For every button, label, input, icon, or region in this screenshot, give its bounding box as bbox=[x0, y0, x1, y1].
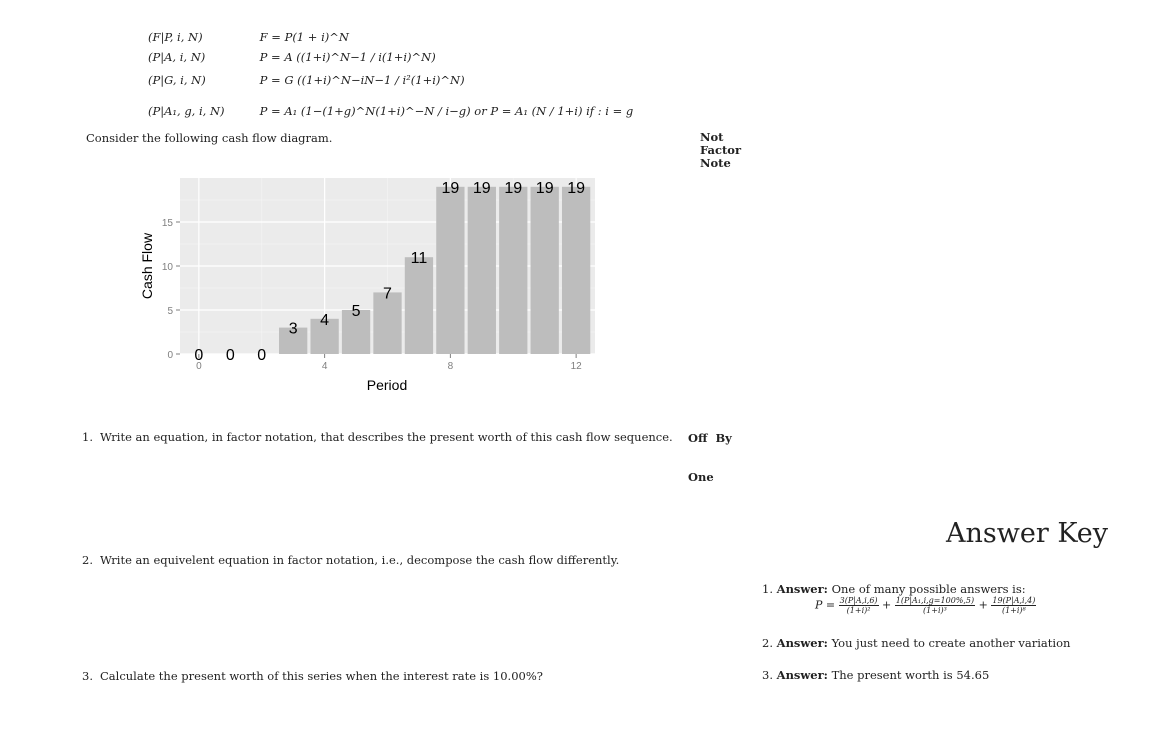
term-numerator: 19(P|A,i,4) bbox=[992, 596, 1036, 605]
formula-row bbox=[148, 73, 465, 87]
formula-rhs: P = A ((1+i)^N−1 / i(1+i)^N) bbox=[259, 50, 436, 64]
answer-label: Answer: bbox=[776, 636, 828, 650]
x-tick-label: 0 bbox=[196, 361, 202, 372]
question-text: Write an equation, in factor notation, that describes the present worth of this cash flow sequence. bbox=[100, 430, 673, 444]
x-tick-label: 4 bbox=[321, 361, 328, 372]
bar-value-label: 0 bbox=[257, 347, 267, 364]
bar bbox=[499, 187, 527, 354]
formula-rhs: P = A₁ (1−(1+g)^N(1+i)^−N / i−g) or P = A₁ (N / 1+i) if : i = g bbox=[259, 104, 634, 118]
margin-note-line: Off By bbox=[688, 431, 732, 445]
y-tick-label: 10 bbox=[161, 262, 173, 273]
answer-number: 2. bbox=[762, 636, 773, 650]
bar-value-label: 19 bbox=[441, 179, 460, 197]
answer-formula-term bbox=[839, 596, 879, 615]
formula-row bbox=[148, 50, 436, 64]
bar-value-label: 19 bbox=[504, 179, 523, 197]
question-1 bbox=[82, 430, 682, 444]
bar-value-label: 0 bbox=[225, 347, 235, 364]
answer-text: The present worth is 54.65 bbox=[831, 668, 990, 682]
answer-label: Answer: bbox=[776, 582, 828, 596]
plus-sign: + bbox=[882, 598, 892, 612]
answer-3 bbox=[762, 668, 989, 682]
term-numerator: 1(P|A₁,i,g=100%,5) bbox=[895, 596, 975, 605]
term-denominator: (1+i)⁸ bbox=[1001, 606, 1026, 615]
formula-lhs: (P|A, i, N) bbox=[148, 50, 206, 64]
bar-value-label: 19 bbox=[535, 179, 554, 197]
formula-rhs: P = G ((1+i)^N−iN−1 / i²(1+i)^N) bbox=[259, 73, 465, 87]
bar-value-label: 5 bbox=[351, 303, 361, 320]
margin-note-not-factor-note bbox=[700, 131, 741, 170]
answer-key-title: Answer Key bbox=[946, 518, 1108, 549]
answer-number: 1. bbox=[762, 582, 773, 596]
answer-formula-term bbox=[895, 596, 975, 615]
answer-text: You just need to create another variation bbox=[831, 636, 1071, 650]
bar bbox=[531, 187, 559, 354]
answer-label: Answer: bbox=[776, 668, 828, 682]
intro-text: Consider the following cash flow diagram. bbox=[86, 131, 333, 145]
margin-note-off-by-one bbox=[688, 406, 732, 497]
bar-value-label: 19 bbox=[567, 179, 586, 197]
bar-value-label: 0 bbox=[194, 347, 204, 364]
answer-formula-prefix: P = bbox=[815, 598, 836, 612]
bar bbox=[562, 187, 590, 354]
chart-y-ticks bbox=[162, 218, 180, 361]
bar bbox=[468, 187, 496, 354]
question-number: 2. bbox=[82, 553, 93, 567]
chart-x-ticks bbox=[196, 354, 582, 372]
answer-1 bbox=[762, 582, 1026, 596]
answer-2 bbox=[762, 636, 1070, 650]
answer-formula-term bbox=[991, 596, 1036, 615]
question-number: 3. bbox=[82, 669, 93, 683]
bar-value-label: 7 bbox=[383, 285, 392, 303]
question-text: Write an equivelent equation in factor notation, i.e., decompose the cash flow differently. bbox=[100, 553, 620, 567]
bar-value-label: 4 bbox=[320, 311, 330, 329]
formula-lhs: (F|P, i, N) bbox=[148, 30, 203, 44]
y-tick-label: 15 bbox=[161, 218, 173, 229]
plus-sign: + bbox=[978, 598, 988, 612]
formula-row bbox=[148, 104, 633, 118]
chart-x-axis-label: Period bbox=[366, 377, 408, 393]
x-tick-label: 8 bbox=[447, 361, 454, 372]
question-number: 1. bbox=[82, 430, 93, 444]
bar-value-label: 11 bbox=[410, 250, 428, 268]
term-denominator: (1+i)³ bbox=[923, 606, 947, 615]
margin-note-line: Factor bbox=[700, 143, 742, 157]
formula-row bbox=[148, 30, 349, 44]
bar bbox=[405, 257, 433, 354]
y-tick-label: 5 bbox=[167, 306, 173, 317]
formula-lhs: (P|G, i, N) bbox=[148, 73, 206, 87]
answer-1-formula bbox=[815, 596, 1036, 615]
question-3 bbox=[82, 669, 682, 683]
bar-value-label: 19 bbox=[472, 179, 491, 197]
question-2 bbox=[82, 553, 682, 567]
cash-flow-chart bbox=[120, 170, 610, 398]
margin-note-line: Not bbox=[700, 130, 724, 144]
x-tick-label: 12 bbox=[570, 361, 582, 372]
answer-text: One of many possible answers is: bbox=[831, 582, 1026, 596]
answer-number: 3. bbox=[762, 668, 773, 682]
bar-value-label: 3 bbox=[288, 320, 298, 338]
formula-rhs: F = P(1 + i)^N bbox=[259, 30, 349, 44]
chart-y-axis-label: Cash Flow bbox=[139, 232, 155, 300]
question-text: Calculate the present worth of this series when the interest rate is 10.00%? bbox=[100, 669, 543, 683]
term-numerator: 3(P|A,i,6) bbox=[839, 596, 878, 605]
y-tick-label: 0 bbox=[167, 350, 173, 361]
margin-note-line: One bbox=[688, 470, 714, 484]
term-denominator: (1+i)² bbox=[846, 606, 871, 615]
bar bbox=[436, 187, 464, 354]
formula-lhs: (P|A₁, g, i, N) bbox=[148, 104, 225, 118]
margin-note-line: Note bbox=[700, 156, 731, 170]
